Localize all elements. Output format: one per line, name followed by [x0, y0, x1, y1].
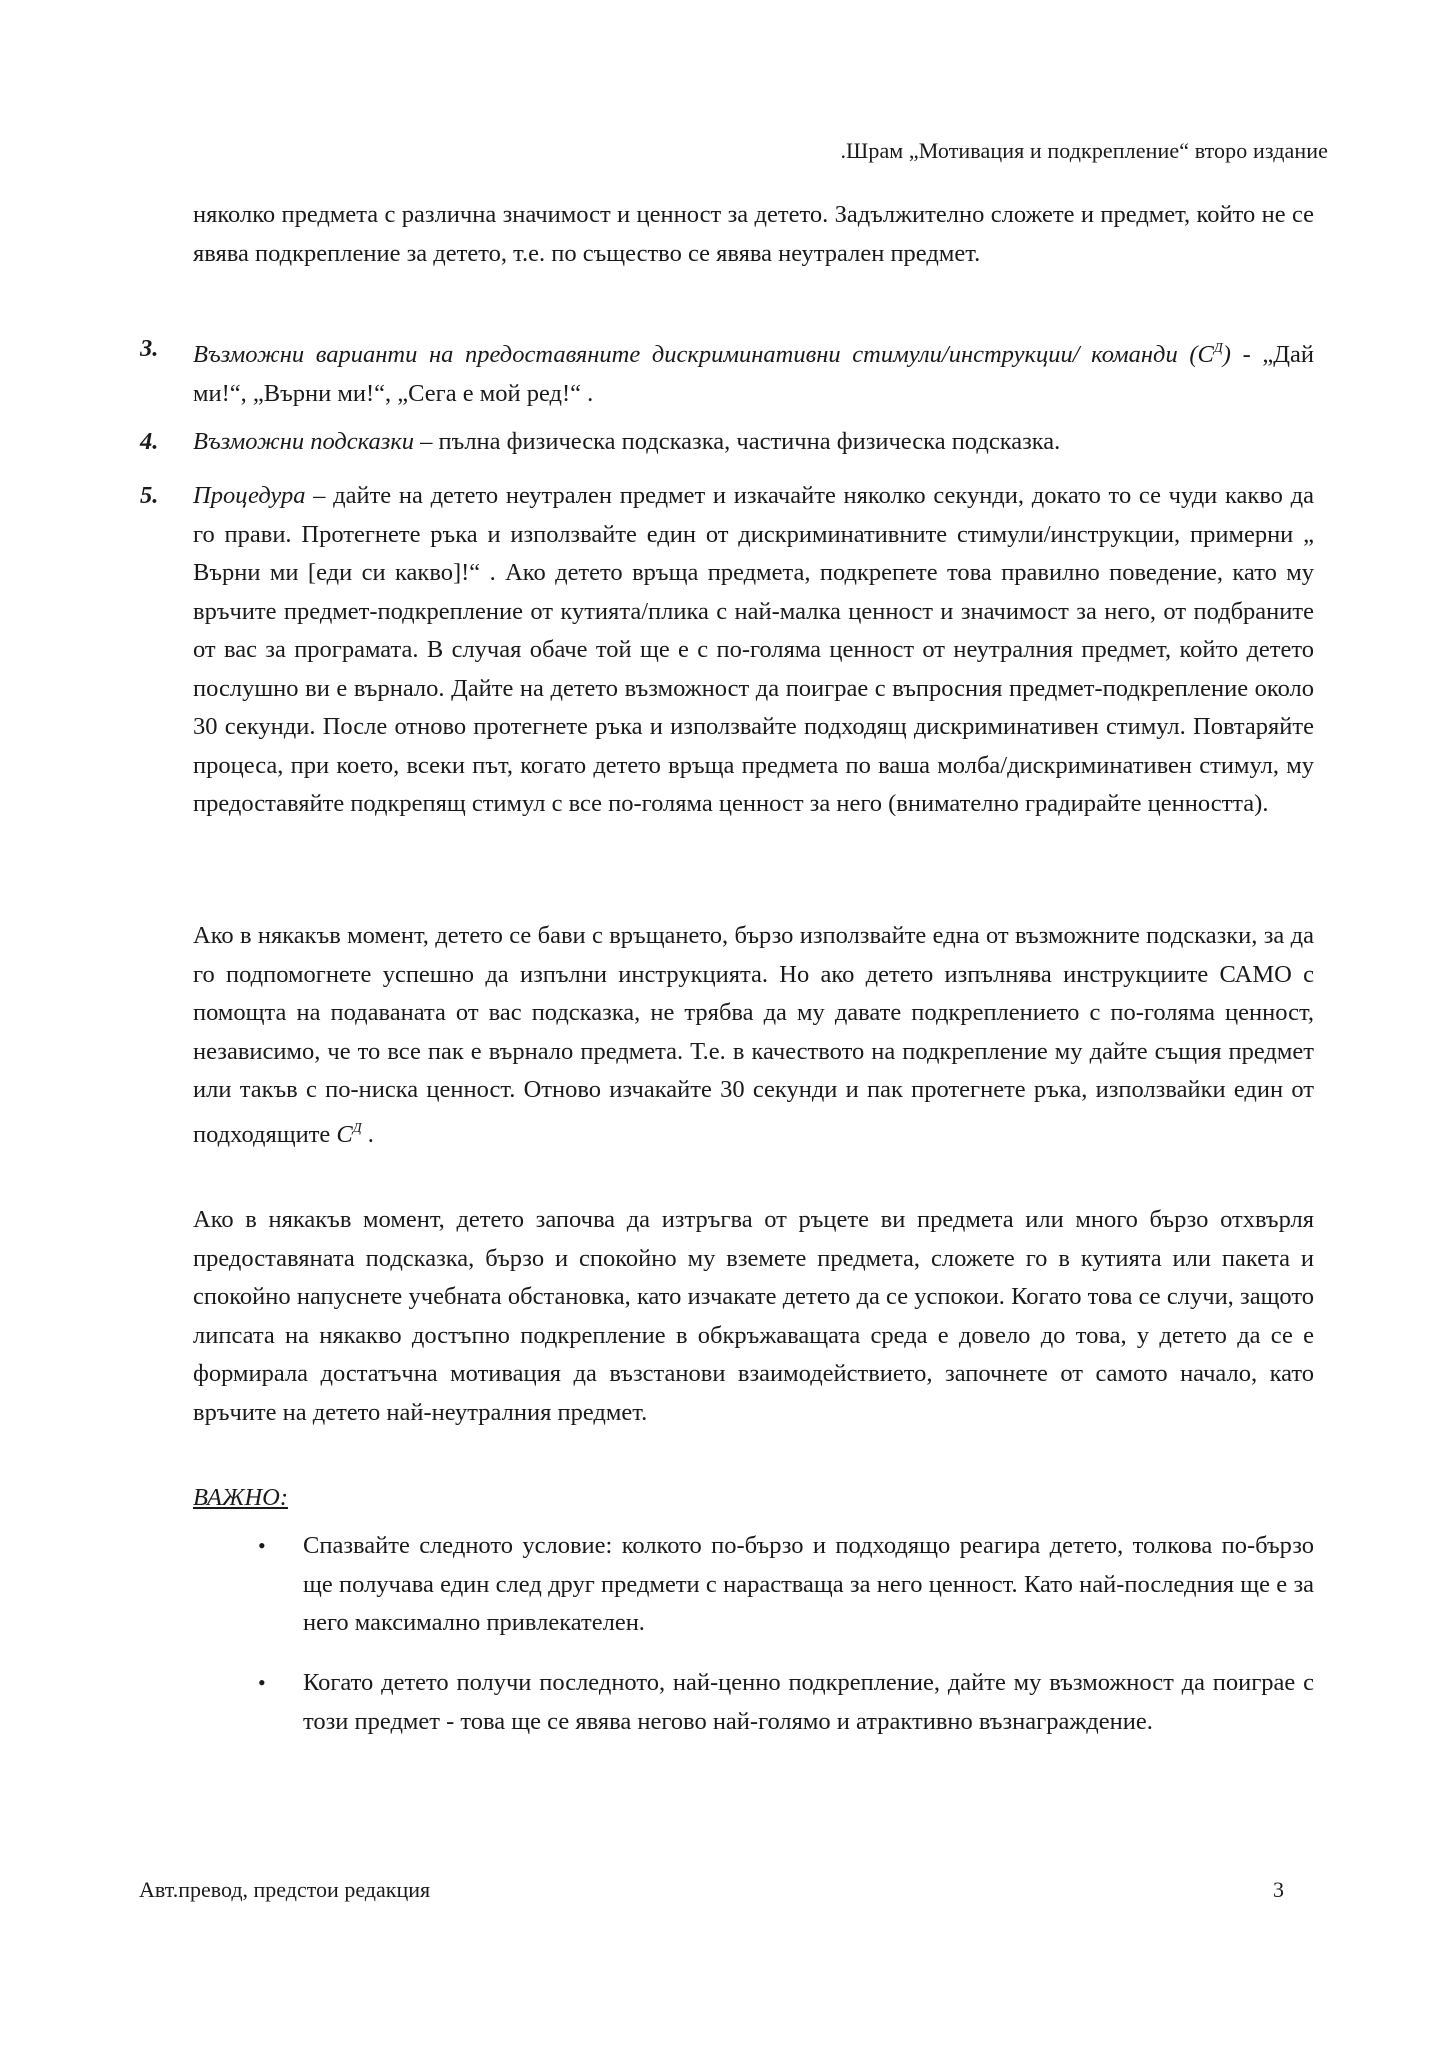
- italic-close: ): [1222, 341, 1231, 368]
- superscript: Д: [352, 1120, 362, 1136]
- list-item-5: [140, 477, 1314, 824]
- page-number: 3: [1273, 1877, 1284, 1902]
- list-item-3: [140, 330, 1314, 413]
- bullet-marker: •: [258, 1670, 266, 1695]
- item-rest: – дайте на детето неутрален предмет и изкачайте няколко секунди, докато то се чуди какво да го прави. Протегнете ръка и използвайте един от дискриминативните стимули/инструкции, примерни „ Върни ми [еди си какво]!“ . Ако детето връща предмета, подкрепете това правилно поведение, като му връчите предмет-подкрепление от кутията/плика с най-малка ценност и значимост за него, от подбраните от вас за програмата. В случая обаче той ще е с по-голяма ценност от неутралния предмет, който детето послушно ви е върнало. Дайте на детето възможност да поиграе с въпросния предмет-подкрепление около 30 секунди. После отново протегнете ръка и използвайте подходящ дискриминативен стимул. Повтаряйте процеса, при което, всеки път, когато детето връща предмета по ваша молба/дискриминативен стимул, му предоставяйте подкрепящ стимул с все по-голяма ценност за него (внимателно градирайте ценността).: [193, 482, 1314, 817]
- footer-note: Авт.превод, предстои редакция: [139, 1877, 431, 1902]
- list-number: 5.: [140, 482, 159, 509]
- list-number: 4.: [140, 428, 159, 455]
- symbol: С: [336, 1120, 353, 1148]
- list-item-text: [193, 477, 1314, 824]
- list-number: 3.: [140, 335, 159, 362]
- list-item-text: [193, 423, 1314, 462]
- paragraph-delay-handling: [193, 917, 1314, 1154]
- list-item-text: [193, 330, 1314, 413]
- italic-lead: Възможни подсказки: [193, 428, 415, 455]
- bullet-text: Спазвайте следното условие: колкото по-бързо и подходящо реагира детето, толкова по-бързо ще получава един след друг предмети с нарастваща за него ценност. Като най-последния ще е за него максимално привлекателен.: [303, 1532, 1314, 1636]
- paragraph-grabbing-handling: Ако в някакъв момент, детето започва да изтръгва от ръцете ви предмета или много бързо отхвърля предоставяната подсказка, бързо и спокойно му вземете предмета, сложете го в кутията или пакета и спокойно напуснете учебната обстановка, като изчакате детето да се успокои. Когато това се случи, защото липсата на някакво достъпно подкрепление в обкръжаващата среда е довело до това, у детето да се е формирала достатъчна мотивация да възстанови взаимодействието, започнете от самото начало, като връчите на детето най-неутралния предмет.: [193, 1206, 1314, 1426]
- bullet-item: [258, 1664, 1314, 1741]
- item-rest: - „Дай ми!“, „Върни ми!“, „Сега е мой ред!“ .: [193, 341, 1314, 407]
- paragraph-end: .: [361, 1120, 374, 1148]
- italic-lead: Възможни варианти на предоставяните дискриминативни стимули/инструкции/ команди (С: [193, 341, 1214, 368]
- bullet-item: [258, 1527, 1314, 1643]
- italic-lead: Процедура: [193, 482, 306, 509]
- item-rest: – пълна физическа подсказка, частична физическа подсказка.: [414, 428, 1061, 455]
- paragraph-text: Ако в някакъв момент, детето се бави с връщането, бързо използвайте една от възможните подсказки, за да го подпомогнете успешно да изпълни инструкцията. Но ако детето изпълнява инструкциите САМО с помощта на подаваната от вас подсказка, не трябва да му давате подкреплението с по-голяма ценност, независимо, че то все пак е върнало предмета. Т.е. в качеството на подкрепление му дайте същия предмет или такъв с по-ниска ценност. Отново изчакайте 30 секунди и пак протегнете ръка, използвайки един от подходящите: [193, 922, 1314, 1148]
- list-item-4: [140, 423, 1314, 462]
- bullet-marker: •: [258, 1533, 266, 1558]
- running-header: .Шрам „Мотивация и подкрепление“ второ издание: [840, 138, 1328, 163]
- important-heading: ВАЖНО:: [193, 1484, 288, 1511]
- continuation-paragraph: няколко предмета с различна значимост и ценност за детето. Задължително сложете и предмет, който не се явява подкрепление за детето, т.е. по същество се явява неутрален предмет.: [193, 201, 1314, 267]
- bullet-text: Когато детето получи последното, най-ценно подкрепление, дайте му възможност да поиграе с този предмет - това ще се явява негово най-голямо и атрактивно възнаграждение.: [303, 1669, 1314, 1735]
- superscript: Д: [1213, 341, 1223, 356]
